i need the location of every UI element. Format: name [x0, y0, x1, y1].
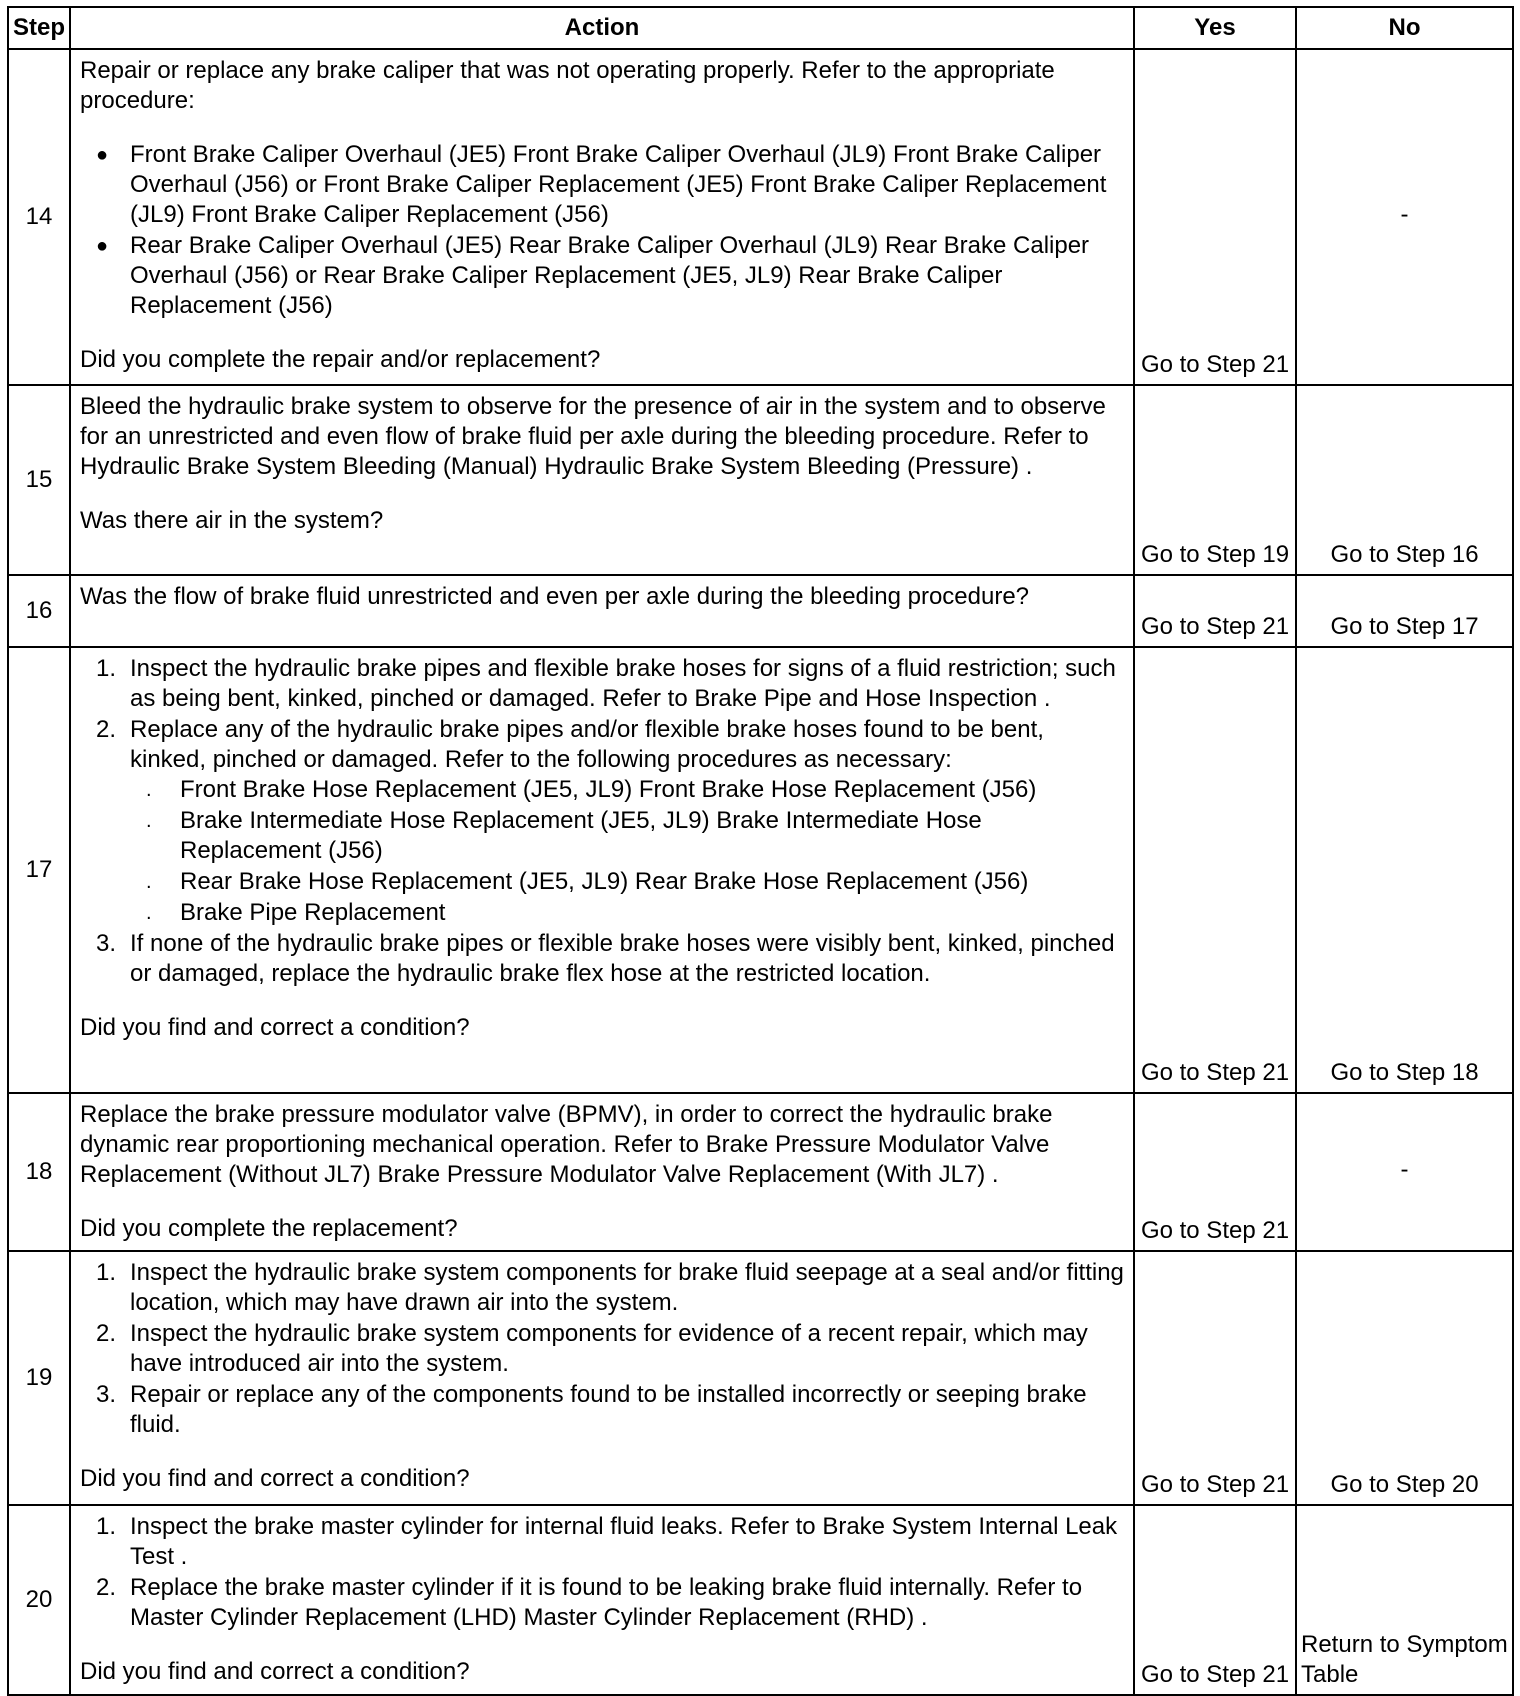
table-row: [8, 575, 1513, 647]
list-item: [80, 715, 1125, 928]
bullet-list: [80, 140, 1125, 321]
action-cell: [70, 49, 1134, 385]
no-cell: Go to Step 16: [1296, 385, 1513, 575]
yes-cell: Go to Step 21: [1134, 575, 1296, 647]
list-item: . Brake Pipe Replacement: [130, 898, 1125, 928]
action-question: Was there air in the system?: [80, 507, 384, 534]
yes-cell: Go to Step 19: [1134, 385, 1296, 575]
no-cell: Go to Step 17: [1296, 575, 1513, 647]
step-number: 19: [8, 1251, 70, 1505]
action-cell: [70, 1093, 1134, 1251]
list-item-text: Replace any of the hydraulic brake pipes and/or flexible brake hoses found to be bent, kinked, pinched or damaged. Refer to the following procedures as necessary:: [130, 716, 1044, 773]
step-number: 18: [8, 1093, 70, 1251]
yes-cell: Go to Step 21: [1134, 1505, 1296, 1695]
action-cell: [70, 647, 1134, 1093]
diagnostic-table: [7, 6, 1514, 1696]
action-intro: Replace the brake pressure modulator valve (BPMV), in order to correct the hydraulic brake dynamic rear proportioning mechanical operation. Refer to Brake Pressure Modulator Valve Replacement (Without JL7) Brake Pressure Modulator Valve Replacement (With JL7) .: [80, 1101, 1053, 1188]
list-item: [80, 654, 1125, 714]
action-question: Did you find and correct a condition?: [80, 1465, 470, 1492]
action-intro: Repair or replace any brake caliper that was not operating properly. Refer to the appropriate procedure:: [80, 57, 1055, 114]
list-item: . Brake Intermediate Hose Replacement (JE5, JL9) Brake Intermediate Hose Replacement (J56): [130, 806, 1125, 866]
table-row: [8, 1251, 1513, 1505]
action-cell: [70, 575, 1134, 647]
table-row: [8, 385, 1513, 575]
list-item: [80, 929, 1125, 989]
no-header: No: [1296, 7, 1513, 49]
yes-cell: Go to Step 21: [1134, 647, 1296, 1093]
step-number: 16: [8, 575, 70, 647]
numbered-list: [80, 654, 1125, 989]
list-item: 1. Inspect the brake master cylinder for internal fluid leaks. Refer to Brake System Internal Leak Test .: [80, 1512, 1125, 1572]
step-number: 14: [8, 49, 70, 385]
action-question: Did you complete the replacement?: [80, 1215, 458, 1242]
yes-cell: Go to Step 21: [1134, 1093, 1296, 1251]
bullet-list: [130, 775, 1125, 928]
header-row: [8, 7, 1513, 49]
action-cell: [70, 1505, 1134, 1695]
table-row: [8, 647, 1513, 1093]
no-cell: Go to Step 18: [1296, 647, 1513, 1093]
list-item: ● Rear Brake Caliper Overhaul (JE5) Rear Brake Caliper Overhaul (JL9) Rear Brake Caliper Overhaul (J56) or Rear Brake Caliper Replacement (JE5, JL9) Rear Brake Caliper Replacement (J56): [80, 231, 1125, 321]
step-header: Step: [8, 7, 70, 49]
action-cell: [70, 1251, 1134, 1505]
numbered-list: [80, 1258, 1125, 1440]
yes-header: Yes: [1134, 7, 1296, 49]
table-row: [8, 1505, 1513, 1695]
table-row: [8, 1093, 1513, 1251]
step-number: 20: [8, 1505, 70, 1695]
list-item: . Front Brake Hose Replacement (JE5, JL9) Front Brake Hose Replacement (J56): [130, 775, 1125, 805]
step-number: 17: [8, 647, 70, 1093]
no-cell: -: [1296, 1093, 1513, 1251]
action-cell: [70, 385, 1134, 575]
action-question: Did you find and correct a condition?: [80, 1014, 470, 1041]
list-item: 2. Inspect the hydraulic brake system components for evidence of a recent repair, which may have introduced air into the system.: [80, 1319, 1125, 1379]
list-item: ● Front Brake Caliper Overhaul (JE5) Front Brake Caliper Overhaul (JL9) Front Brake Caliper Overhaul (J56) or Front Brake Caliper Replacement (JE5) Front Brake Caliper Replacement (JL9) Front Brake Caliper Replacement (J56): [80, 140, 1125, 230]
step-number: 15: [8, 385, 70, 575]
no-cell: Return to Symptom Table: [1296, 1505, 1513, 1695]
list-item: 3. Repair or replace any of the components found to be installed incorrectly or seeping brake fluid.: [80, 1380, 1125, 1440]
no-cell: -: [1296, 49, 1513, 385]
table-row: [8, 49, 1513, 385]
action-question: Did you find and correct a condition?: [80, 1658, 470, 1685]
numbered-list: [80, 1512, 1125, 1633]
list-item-text: Inspect the hydraulic brake pipes and flexible brake hoses for signs of a fluid restriction; such as being bent, kinked, pinched or damaged. Refer to Brake Pipe and Hose Inspection .: [130, 655, 1116, 712]
list-item: . Rear Brake Hose Replacement (JE5, JL9) Rear Brake Hose Replacement (J56): [130, 867, 1125, 897]
no-cell: Go to Step 20: [1296, 1251, 1513, 1505]
yes-cell: Go to Step 21: [1134, 1251, 1296, 1505]
list-item: 1. Inspect the hydraulic brake system components for brake fluid seepage at a seal and/or fitting location, which may have drawn air into the system.: [80, 1258, 1125, 1318]
action-question: Was the flow of brake fluid unrestricted and even per axle during the bleeding procedure?: [80, 583, 1030, 610]
yes-cell: Go to Step 21: [1134, 49, 1296, 385]
action-question: Did you complete the repair and/or replacement?: [80, 346, 601, 373]
list-item-text: If none of the hydraulic brake pipes or flexible brake hoses were visibly bent, kinked, pinched or damaged, replace the hydraulic brake flex hose at the restricted location.: [130, 930, 1115, 987]
action-intro: Bleed the hydraulic brake system to observe for the presence of air in the system and to observe for an unrestricted and even flow of brake fluid per axle during the bleeding procedure. Refer to Hydraulic Brake System Bleeding (Manual) Hydraulic Brake System Bleeding (Pressure) .: [80, 393, 1106, 480]
action-header: Action: [70, 7, 1134, 49]
list-item: 2. Replace the brake master cylinder if it is found to be leaking brake fluid internally. Refer to Master Cylinder Replacement (LHD) Master Cylinder Replacement (RHD) .: [80, 1573, 1125, 1633]
